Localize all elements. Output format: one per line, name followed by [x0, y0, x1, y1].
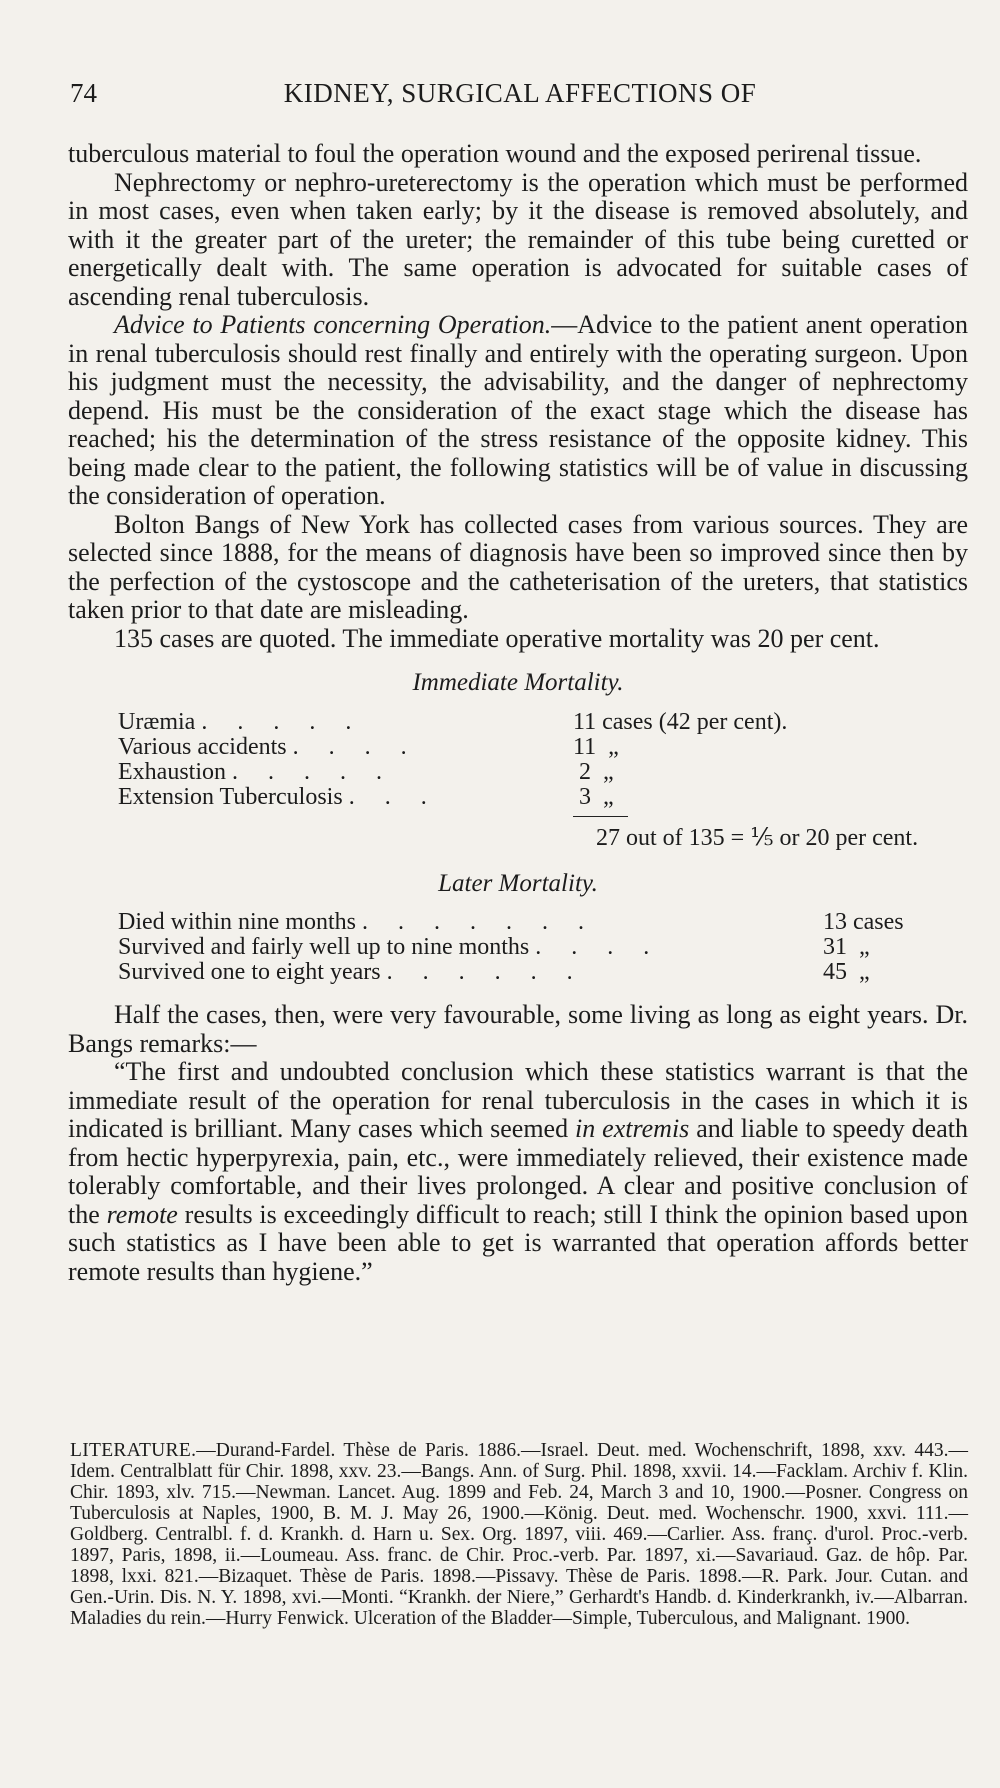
page-number: 74 [70, 78, 97, 108]
row-value: 11 cases (42 per cent). [573, 708, 788, 735]
row-label: Extension Tuberculosis . . . [118, 783, 427, 810]
paragraph-text: —Advice to the patient anent operation in renal tuberculosis should rest finally and entirely with the operating surgeon. Upon his judgment must the necessity, the advisability, and the danger of nephrectomy depend. His must be the consideration of the exact stage which the disease has reached; his the determination of the stress resistance of the opposite kidney. This being made clear to the patient, the following statistics will be of value in discussing the consideration of operation. [68, 310, 968, 510]
literature-heading: LITERATURE. [70, 1440, 197, 1461]
quotation: “The first and undoubted conclusion which these statistics warrant is that the immediate result of the operation for renal tuberculosis in the cases in which it is indicated is brilliant. Many cases which seemed in extremis and liable to speedy death from hectic hyperpyrexia, pain, etc., were immediately relieved, their existence made tolerably comfortable, and their lives prolonged. A clear and positive conclusion of the remote results is exceedingly difficult to reach; still I think the opinion based upon such statistics as I have been able to get is warranted that operation affords better remote results than hygiene.” [68, 1057, 969, 1286]
row-value: 11 „ [573, 733, 619, 760]
row-value: 3 „ [573, 783, 614, 810]
later-mortality-table [68, 910, 968, 985]
table-row [68, 760, 968, 785]
paragraph: Half the cases, then, were very favourable, some living as long as eight years. Dr. Bangs remarks:— [68, 1000, 968, 1058]
table-row [68, 785, 968, 810]
row-label: Uræmia . . . . . [118, 708, 352, 735]
row-label: Various accidents . . . . [118, 733, 407, 760]
page-header [70, 78, 970, 114]
literature-text: —Durand-Fardel. Thèse de Paris. 1886.—Israel. Deut. med. Wochenschrift, 1898, xxv. 443.—Idem. Centralblatt für Chir. 1898, xxv. 23.—Bangs. Ann. of Surg. Phil. 1898, xxvii. 14.—Facklam. Archiv f. Klin. Chir. 1893, xlv. 715.—Newman. Lancet. Aug. 1899 and Feb. 24, March 3 and 10, 1900.—Posner. Congress on Tuberculosis at Naples, 1900, B. M. J. May 26, 1900.—König. Deut. med. Wochenschr. 1900, xxvi. 111.—Goldberg. Centralbl. f. d. Krankh. d. Harn u. Sex. Org. 1897, viii. 469.—Carlier. Ass. franç. d'urol. Proc.-verb. 1897, Paris, 1898, ii.—Loumeau. Ass. franc. de Chir. Proc.-verb. Par. 1897, xi.—Savariaud. Gaz. de hôp. Par. 1898, lxxi. 821.—Bizaquet. Thèse de Paris. 1898.—Pissavy. Thèse de Paris. 1898.—R. Park. Jour. Cutan. and Gen.-Urin. Dis. N. Y. 1898, xvi.—Monti. “Krankh. der Niere,” Gerhardt's Handb. d. Kinderkrankh, iv.—Albarran. Maladies du rein.—Hurry Fenwick. Ulceration of the Bladder—Simple, Tuberculous, and Malignant. 1900. [70, 1440, 968, 1629]
later-mortality-heading: Later Mortality. [438, 869, 598, 897]
table-row [68, 735, 968, 760]
row-label: Survived one to eight years . . . . . . [118, 959, 573, 985]
immediate-mortality-heading: Immediate Mortality. [412, 669, 624, 696]
literature-references [70, 1440, 968, 1629]
body-text [68, 140, 968, 1286]
row-label: Died within nine months . . . . . . . [118, 909, 584, 935]
mortality-total: 27 out of 135 = ⅕ or 20 per cent. [596, 824, 919, 851]
table-row [68, 935, 968, 960]
row-value: 31 „ [823, 934, 870, 960]
row-value: 13 cases [823, 909, 904, 935]
paragraph: tuberculous material to foul the operation wound and the exposed perirenal tissue. [68, 139, 922, 168]
paragraph: 135 cases are quoted. The immediate operative mortality was 20 per cent. [114, 623, 880, 653]
sum-rule [68, 810, 968, 824]
row-label: Exhaustion . . . . . [118, 758, 382, 785]
table-row [68, 710, 968, 735]
table-row [68, 910, 968, 935]
paragraph [68, 311, 968, 511]
paragraph-lead: Advice to Patients concerning Operation. [114, 310, 552, 339]
running-title: KIDNEY, SURGICAL AFFECTIONS OF [283, 78, 757, 108]
paragraph: Nephrectomy or nephro-ureterectomy is the operation which must be performed in most cases, even when taken early; by it the disease is removed absolutely, and with it the greater part of the ureter; the remainder of this tube being curetted or energetically dealt with. The same operation is advocated for suitable cases of ascending renal tuberculosis. [68, 167, 968, 311]
paragraph: Bolton Bangs of New York has collected cases from various sources. They are selected since 1888, for the means of diagnosis have been so improved since then by the perfection of the cystoscope and the catheterisation of the ureters, that statistics taken prior to that date are misleading. [68, 509, 968, 624]
row-value: 2 „ [573, 758, 614, 785]
row-value: 45 „ [823, 959, 870, 985]
row-label: Survived and fairly well up to nine months . . . . [118, 934, 650, 960]
table-row [68, 960, 968, 985]
immediate-mortality-table [68, 710, 968, 854]
